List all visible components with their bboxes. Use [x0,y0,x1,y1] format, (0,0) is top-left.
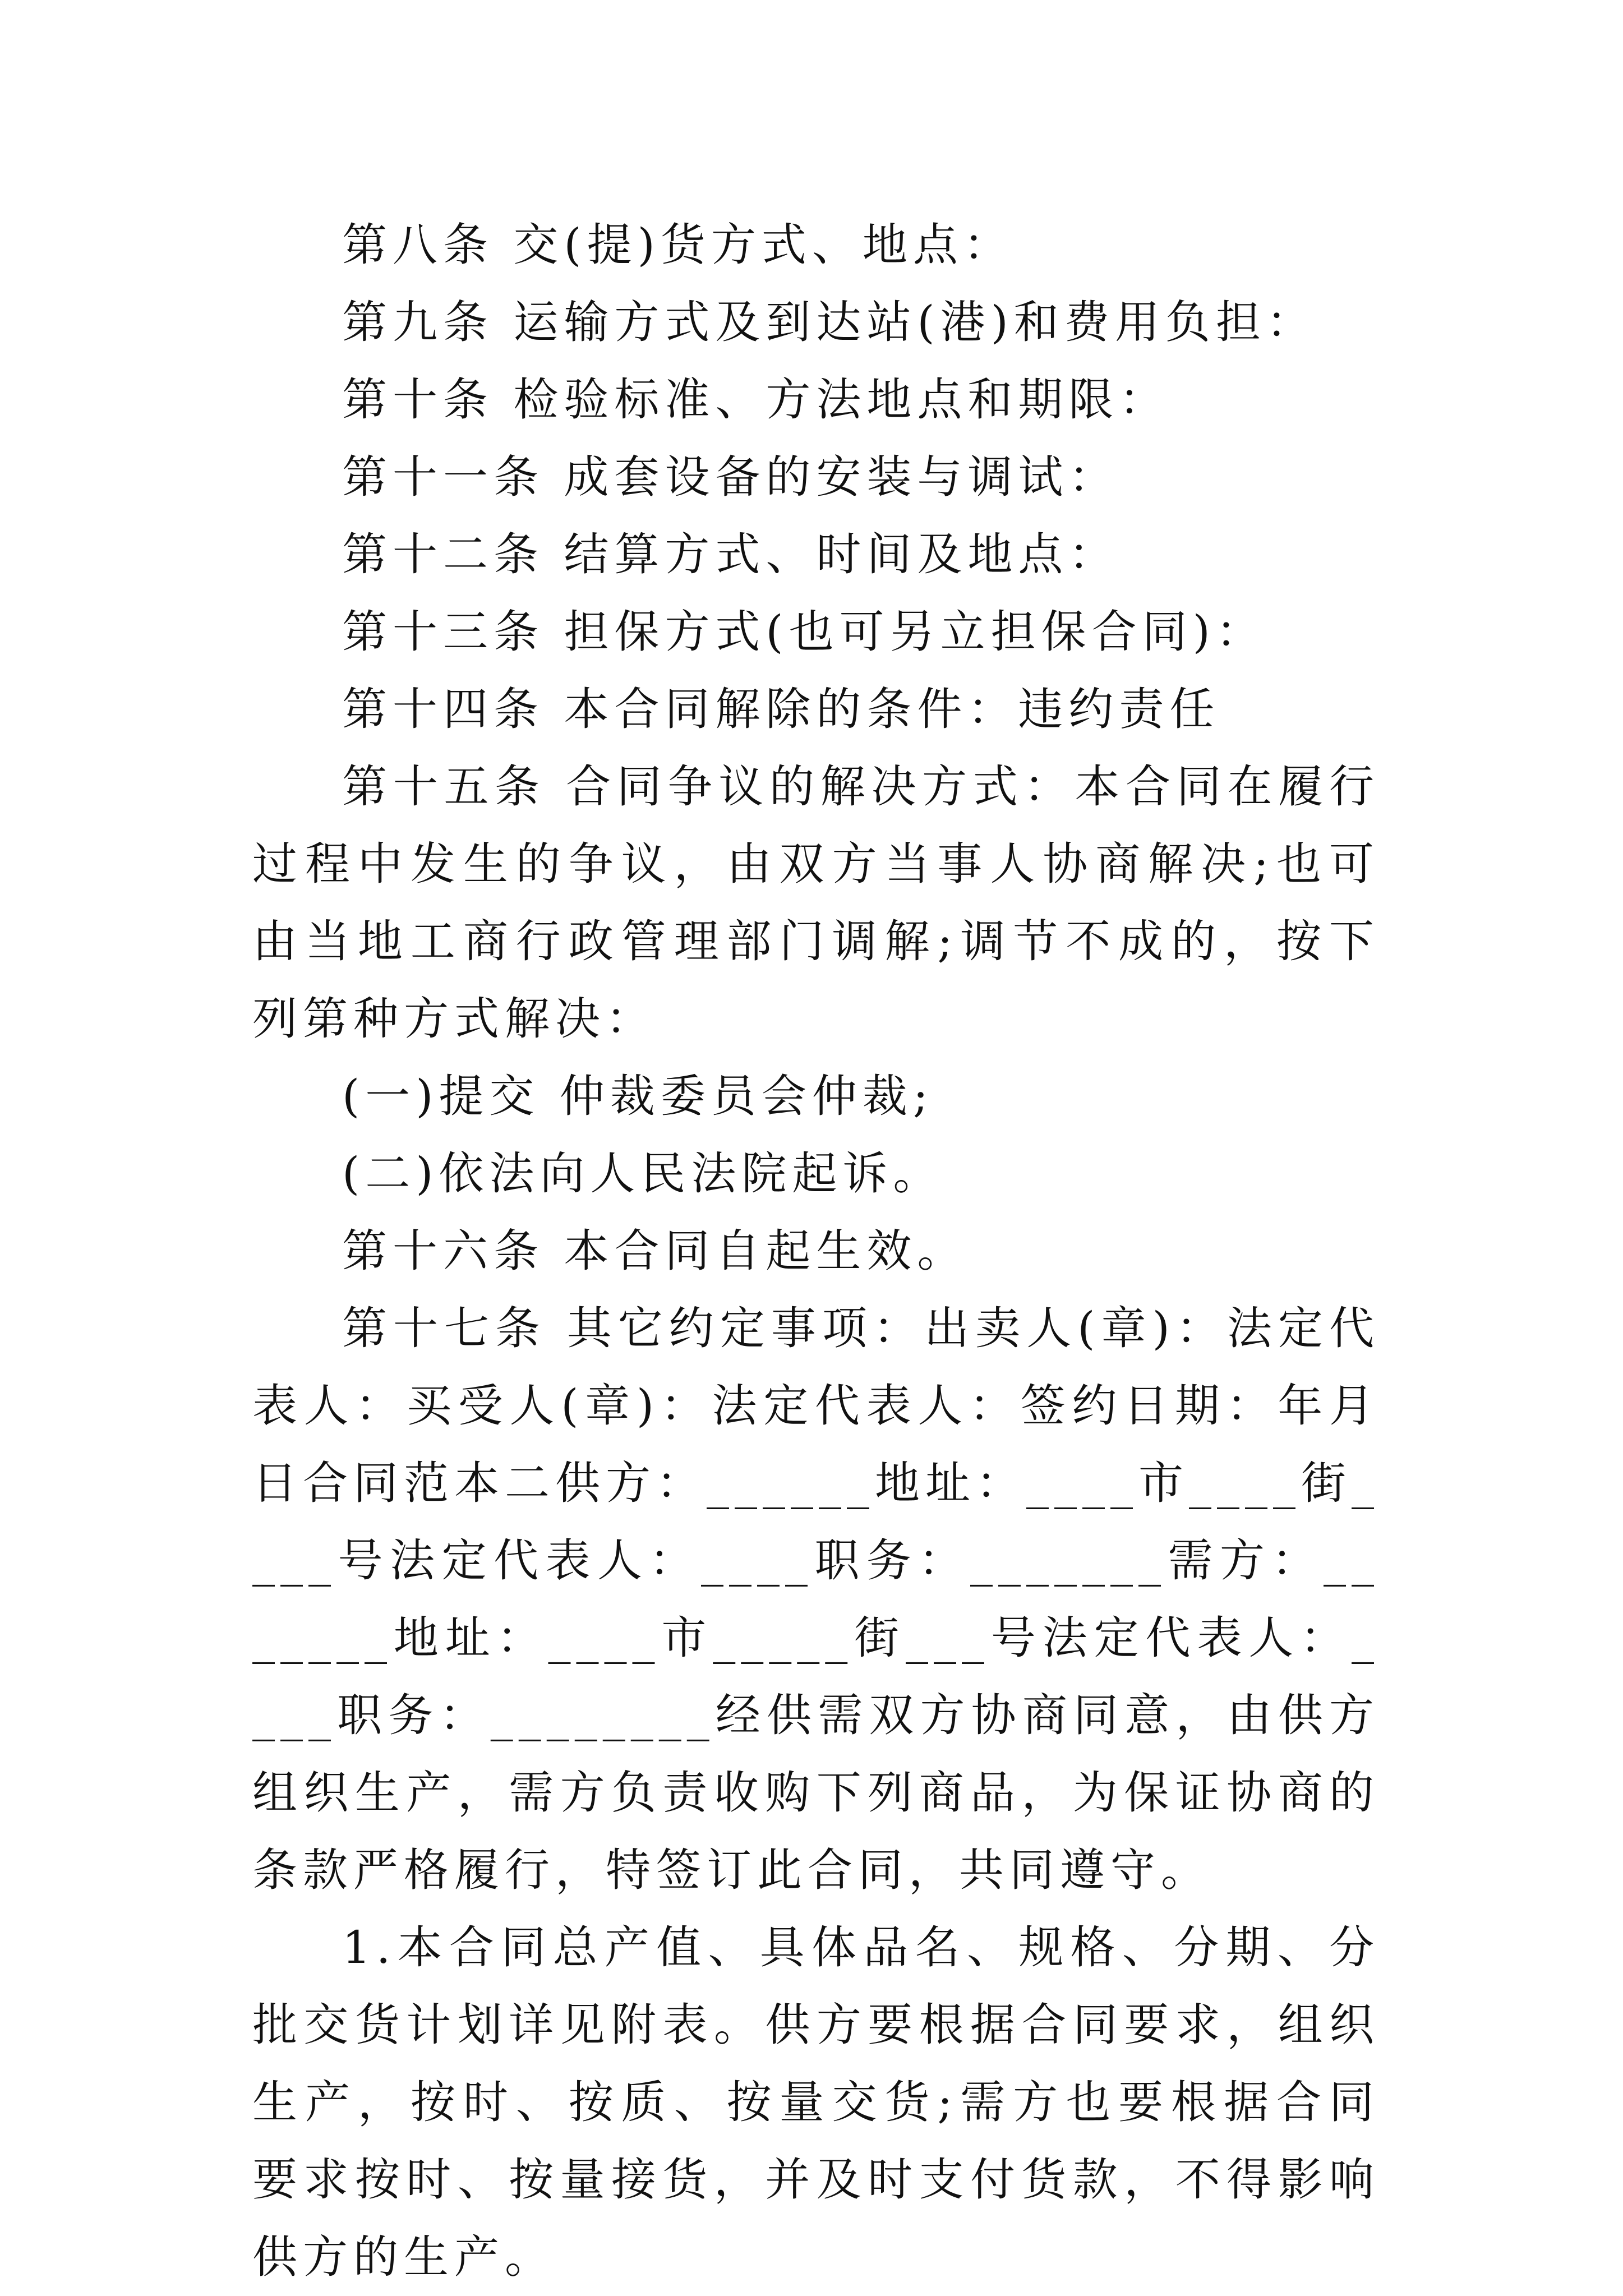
article-10: 第十条 检验标准、方法地点和期限： [342,374,1170,426]
article-16: 第十六条 本合同自起生效。 [342,1225,968,1277]
article-12: 第十二条 结算方式、时间及地点： [342,528,1119,580]
article-13: 第十三条 担保方式(也可另立担保合同)： [342,606,1266,658]
article-15: 第十五条 合同争议的解决方式：本合同在履行过程中发生的争议，由双方当事人协商解决;也可由当地工商行政管理部门调解;调节不成的，按下列第种方式解决： [252,760,1380,1045]
article-17: 第十七条 其它约定事项：出卖人(章)：法定代表人：买受人(章)：法定代表人：签约日期：年月日合同范本二供方：______地址：____市____街____号法定代表人：____职务：_______需方：_______地址：____市_____街___号法定代表人：____职务：________经供需双方协商同意，由供方组织生产，需方负责收购下列商品，为保证协商的条款严格履行，特签订此合同，共同遵守。 [252,1302,1380,1896]
article-11: 第十一条 成套设备的安装与调试： [342,451,1119,503]
article-8: 第八条 交(提)货方式、地点： [342,219,1014,271]
document-body [252,206,1380,2296]
article-9: 第九条 运输方式及到达站(港)和费用负担： [342,296,1317,348]
article-14: 第十四条 本合同解除的条件：违约责任 [342,683,1220,735]
clause-1: 1.本合同总产值、具体品名、规格、分期、分批交货计划详见附表。供方要根据合同要求，组织生产，按时、按质、按量交货;需方也要根据合同要求按时、按量接货，并及时支付货款，不得影响供方的生产。 [252,1921,1380,2283]
dispute-option-1: (一)提交 仲裁委员会仲裁; [342,1070,934,1122]
dispute-option-2: (二)依法向人民法院起诉。 [342,1147,944,1200]
